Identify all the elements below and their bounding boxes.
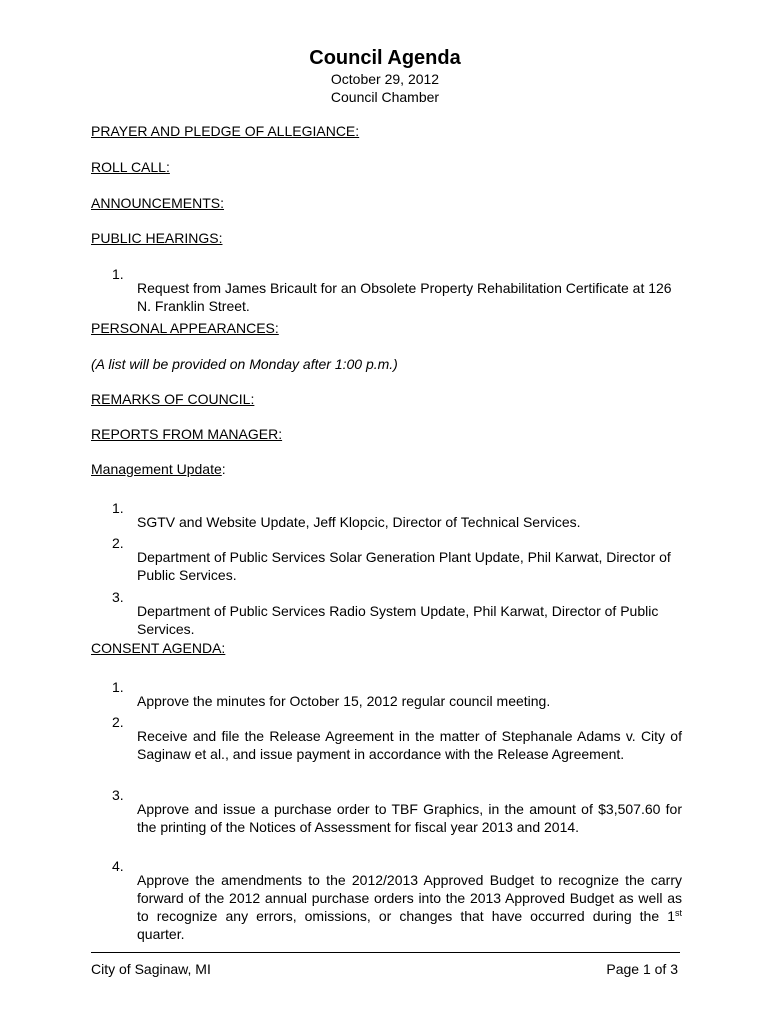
item-text-end: quarter. <box>137 926 185 942</box>
footer-city: City of Saginaw, MI <box>91 961 211 977</box>
footer-divider <box>91 952 680 953</box>
footer-page-number: Page 1 of 3 <box>606 961 678 977</box>
item-text: Department of Public Services Solar Generation Plant Update, Phil Karwat, Director of Public Services. <box>137 549 671 583</box>
section-personal-appearances: PERSONAL APPEARANCES: <box>91 320 279 336</box>
consent-item <box>112 786 682 850</box>
item-text-main: Approve the amendments to the 2012/2013 Approved Budget to recognize the carry forward of the 2012 annual purchase orders into the 2013 Approved Budget as well as to recognize any errors, omissions, or changes that have occurred during the 1 <box>137 872 682 924</box>
agenda-header <box>0 46 770 106</box>
management-update-label: Management Update <box>91 461 222 477</box>
management-update-heading <box>91 460 681 478</box>
meeting-location: Council Chamber <box>330 89 440 105</box>
meeting-date: October 29, 2012 <box>330 71 440 87</box>
item-text <box>137 871 682 943</box>
item-text: Request from James Bricault for an Obsolete Property Rehabilitation Certificate at 126 N. Franklin Street. <box>137 280 672 314</box>
item-number: 2. <box>112 535 124 551</box>
item-number: 2. <box>112 714 124 730</box>
personal-appearances-note: (A list will be provided on Monday after 1:00 p.m.) <box>91 356 398 372</box>
section-public-hearings: PUBLIC HEARINGS: <box>91 230 223 246</box>
consent-item <box>112 857 682 957</box>
section-announcements: ANNOUNCEMENTS: <box>91 195 225 211</box>
item-text: SGTV and Website Update, Jeff Klopcic, Director of Technical Services. <box>137 514 581 530</box>
item-number: 1. <box>112 500 124 516</box>
section-roll-call: ROLL CALL: <box>91 159 170 175</box>
item-text: Approve the minutes for October 15, 2012 regular council meeting. <box>137 693 551 709</box>
page-title: Council Agenda <box>309 47 461 69</box>
section-remarks-of-council: REMARKS OF COUNCIL: <box>91 391 255 407</box>
ordinal-suffix: st <box>674 908 682 918</box>
management-update-colon: : <box>221 461 226 477</box>
item-number: 1. <box>112 266 124 282</box>
item-text: Receive and file the Release Agreement in the matter of Stephanale Adams v. City of Saginaw et al., and issue payment in accordance with the Release Agreement. <box>137 728 682 762</box>
section-consent-agenda: CONSENT AGENDA: <box>91 640 226 656</box>
item-text: Approve and issue a purchase order to TBF Graphics, in the amount of $3,507.60 for the printing of the Notices of Assessment for fiscal year 2013 and 2014. <box>137 801 682 835</box>
item-number: 3. <box>112 787 124 803</box>
item-number: 1. <box>112 679 124 695</box>
section-prayer: PRAYER AND PLEDGE OF ALLEGIANCE: <box>91 123 360 139</box>
section-reports-from-manager: REPORTS FROM MANAGER: <box>91 426 283 442</box>
item-number: 3. <box>112 589 124 605</box>
item-number: 4. <box>112 858 124 874</box>
consent-item <box>112 713 682 777</box>
item-text: Department of Public Services Radio System Update, Phil Karwat, Director of Public Services. <box>137 603 659 637</box>
